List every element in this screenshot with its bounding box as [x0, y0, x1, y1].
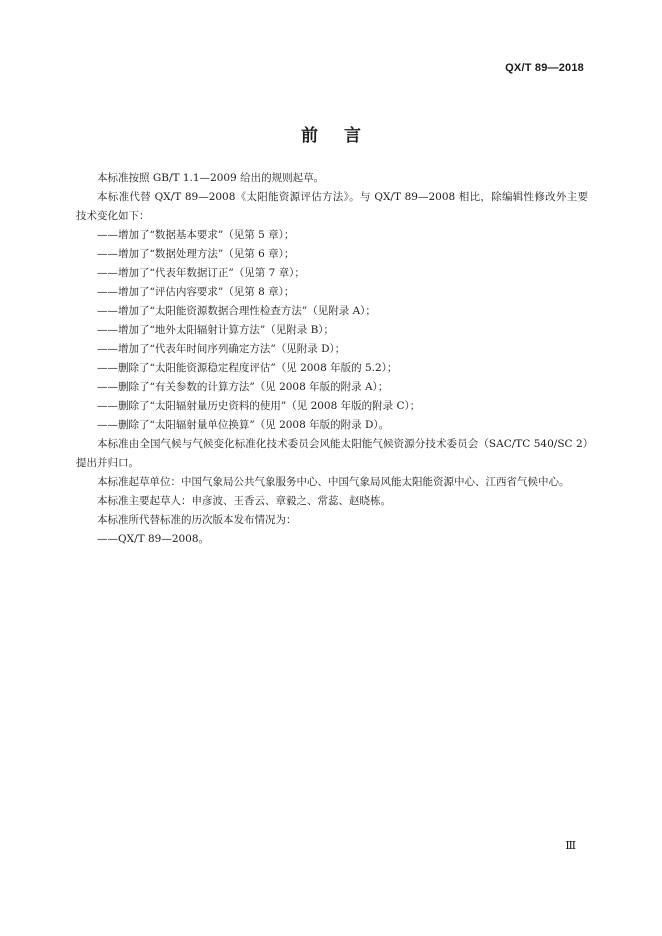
change-item: ——增加了“数据基本要求”（见第 5 章）；	[97, 229, 295, 241]
preface-body	[76, 169, 588, 549]
paragraph-proposer: 本标准由全国气候与气候变化标准化技术委员会风能太阳能气候资源分技术委员会（SAC/TC 540/SC 2）提出并归口。	[76, 438, 588, 469]
paragraph-drafting-rules: 本标准按照 GB/T 1.1—2009 给出的规则起草。	[97, 172, 325, 184]
change-item: ——增加了“数据处理方法”（见第 6 章）；	[97, 248, 295, 260]
change-item: ——删除了“太阳辐射量历史资料的使用”（见 2008 年版的附录 C）；	[97, 400, 421, 412]
page-title: 前言	[301, 126, 387, 146]
change-item: ——增加了“评估内容要求”（见第 8 章）；	[97, 286, 295, 298]
change-item: ——增加了“地外太阳辐射计算方法”（见附录 B）；	[97, 324, 335, 336]
change-item: ——删除了“有关参数的计算方法”（见 2008 年版的附录 A）；	[97, 381, 389, 393]
change-item: ——增加了“太阳能资源数据合理性检查方法”（见附录 A）；	[97, 305, 376, 317]
history-item: ——QX/T 89—2008。	[97, 533, 210, 545]
change-item: ——删除了“太阳能资源稳定程度评估”（见 2008 年版的 5.2）；	[97, 362, 398, 374]
change-item: ——增加了“代表年数据订正”（见第 7 章）；	[97, 267, 305, 279]
page-number: Ⅲ	[565, 839, 576, 852]
paragraph-drafters: 本标准主要起草人：申彦波、王香云、章毅之、常蕊、赵晓栋。	[97, 495, 391, 507]
paragraph-replacement: 本标准代替 QX/T 89—2008《太阳能资源评估方法》。与 QX/T 89—2008 相比，除编辑性修改外主要技术变化如下：	[76, 191, 588, 222]
change-item: ——增加了“代表年时间序列确定方法”（见附录 D）；	[97, 343, 346, 355]
change-item: ——删除了“太阳辐射量单位换算”（见 2008 年版的附录 D）。	[97, 419, 390, 431]
paragraph-history-intro: 本标准所代替标准的历次版本发布情况为：	[97, 514, 297, 526]
paragraph-drafting-units: 本标准起草单位：中国气象局公共气象服务中心、中国气象局风能太阳能资源中心、江西省气候中心。	[97, 476, 570, 488]
document-code: QX/T 89—2018	[505, 62, 584, 74]
